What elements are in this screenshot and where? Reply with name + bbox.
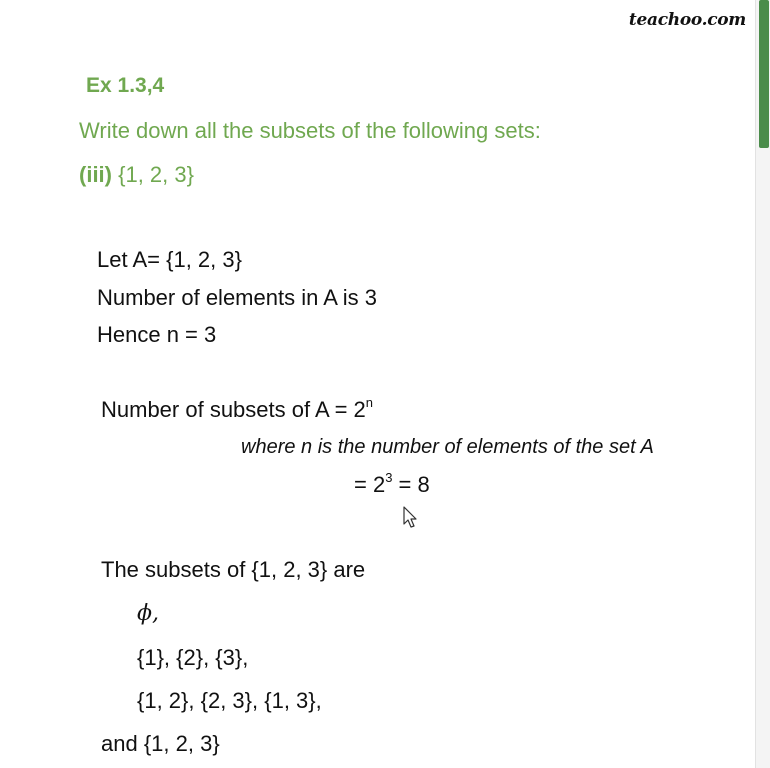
question-text: Write down all the subsets of the following sets: — [79, 118, 541, 143]
result-prefix: = 2 — [354, 472, 386, 497]
formula-prefix: Number of subsets of A = 2 — [101, 397, 366, 422]
vertical-scrollbar[interactable] — [755, 0, 770, 768]
result-suffix: = 8 — [392, 472, 430, 497]
result-exponent: 3 — [385, 470, 393, 485]
formula-note: where n is the number of elements of the set A — [241, 436, 654, 458]
formula-line — [101, 397, 373, 423]
part-set: {1, 2, 3} — [118, 162, 194, 187]
full-set-subset: and {1, 2, 3} — [101, 731, 220, 756]
formula-exponent: n — [365, 395, 373, 410]
subsets-intro: The subsets of {1, 2, 3} are — [101, 557, 366, 582]
mouse-cursor-icon — [403, 506, 419, 530]
part-label: (iii) — [79, 162, 112, 187]
scrollbar-thumb[interactable] — [759, 0, 769, 148]
pair-subsets: {1, 2}, {2, 3}, {1, 3}, — [137, 688, 322, 713]
given-line-2: Number of elements in A is 3 — [97, 285, 378, 310]
teachoo-watermark: teachoo.com — [628, 10, 746, 30]
exercise-heading: Ex 1.3,4 — [86, 74, 165, 97]
question-part — [79, 162, 194, 188]
empty-set-symbol: ϕ, — [137, 601, 159, 626]
formula-result — [354, 472, 430, 498]
singleton-subsets: {1}, {2}, {3}, — [137, 645, 249, 670]
given-line-3: Hence n = 3 — [97, 322, 217, 347]
given-line-1: Let A= {1, 2, 3} — [97, 247, 242, 272]
